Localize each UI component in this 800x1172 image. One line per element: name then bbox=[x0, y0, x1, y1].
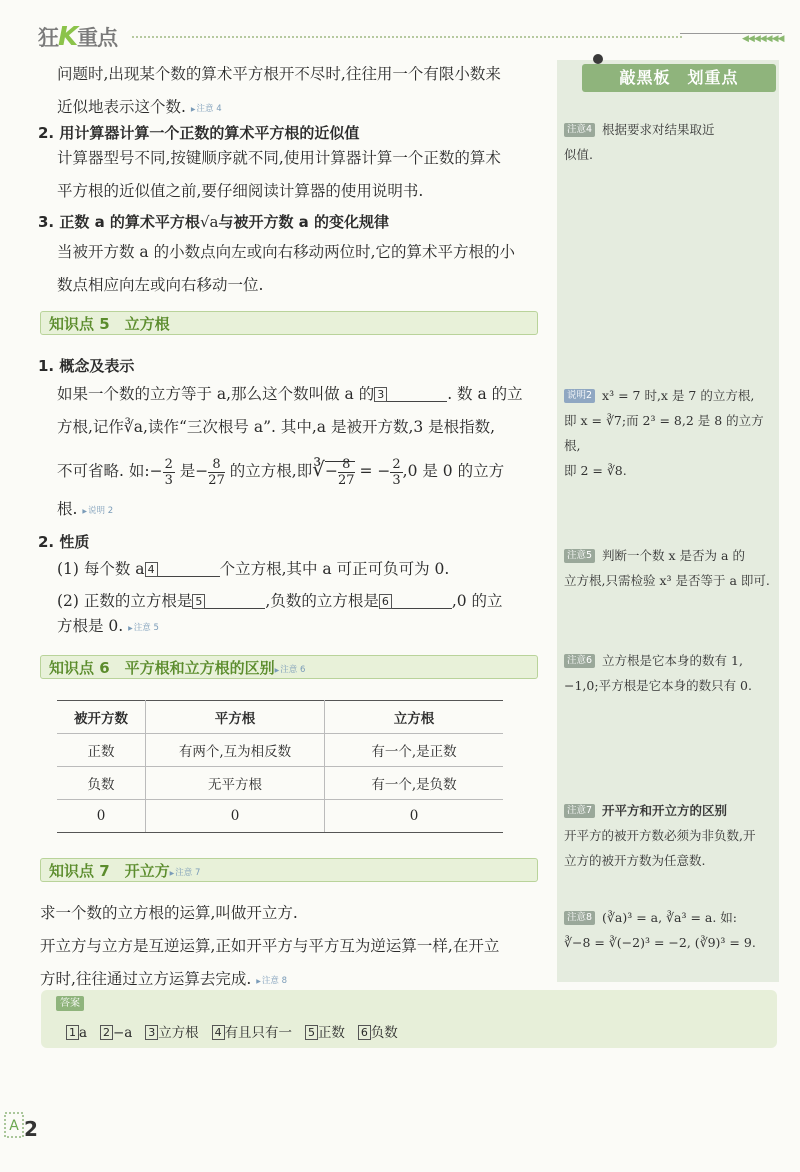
table-header: 立方根 bbox=[325, 701, 504, 734]
table-header-row bbox=[57, 701, 503, 734]
ref-note-7[interactable]: ▶ 注意 7 bbox=[170, 868, 201, 878]
table-row: 正数 有两个,互为相反数 有一个,是正数 bbox=[57, 734, 503, 767]
svg-text:A: A bbox=[9, 1118, 19, 1134]
concept-line-3: 不可省略. 如:− $\frac{2}{3}$ 是− $\frac{8}{27}$ 的立方根,即∛− $\frac{8}{27}$ = − $\frac{2}{3}$ ,0 是 0 的立方 bbox=[57, 456, 505, 488]
side-note-7: 注意7 开平方和开立方的区别 开平方的被开方数必须为非负数,开 立方的被开方数为任意数. bbox=[564, 803, 756, 868]
comparison-table bbox=[57, 700, 503, 833]
intro-paragraph: 问题时,出现某个数的算术平方根开不尽时,往往用一个有限小数来 近似地表示这个数. ▶ 注意 4 bbox=[57, 58, 552, 126]
side-note-8: 注意8 (∛a)³ = a, ∛a³ = a. 如: ∛−8 = ∛(−2)³ = −2, (∛9)³ = 9. bbox=[564, 910, 756, 950]
table-row: 负数 无平方根 有一个,是负数 bbox=[57, 767, 503, 800]
side-panel-title: 敲黑板 划重点 bbox=[582, 64, 776, 92]
page-number: 2 bbox=[24, 1117, 38, 1141]
table-header: 被开方数 bbox=[57, 701, 146, 734]
section-3-body: 当被开方数 a 的小数点向左或向右移动两位时,它的算术平方根的小 数点相应向左或向右移动一位. bbox=[57, 243, 516, 294]
concept-title: 1. 概念及表示 bbox=[38, 357, 135, 375]
props-title: 2. 性质 bbox=[38, 533, 90, 551]
side-note-6: 注意6 立方根是它本身的数有 1, −1,0;平方根是它本身的数只有 0. bbox=[564, 653, 752, 693]
section-3-title: 3. 正数 a 的算术平方根√a与被开方数 a 的变化规律 bbox=[38, 213, 390, 231]
table-row: 0 0 0 bbox=[57, 800, 503, 833]
props-line-2: (2) 正数的立方根是 5 ,负数的立方根是 6 ,0 的立 bbox=[57, 592, 503, 610]
side-note-5: 注意5 判断一个数 x 是否为 a 的 立方根,只需检验 x³ 是否等于 a 即可. bbox=[564, 548, 770, 588]
side-note-4: 注意4 根据要求对结果取近 似值. bbox=[564, 122, 715, 162]
page-badge-icon bbox=[4, 1112, 24, 1138]
ref-explain-2[interactable]: ▶ 说明 2 bbox=[82, 506, 113, 516]
ref-note-6[interactable]: ▶ 注意 6 bbox=[275, 665, 306, 675]
concept-line-4: 根. ▶ 说明 2 bbox=[57, 493, 113, 528]
section-2-title: 2. 用计算器计算一个正数的算术平方根的近似值 bbox=[38, 124, 360, 142]
note-tag: 注意4 bbox=[564, 123, 595, 137]
ref-note-4[interactable]: ▶ 注意 4 bbox=[191, 104, 222, 114]
k7-body: 求一个数的立方根的运算,叫做开立方. 开立方与立方是互逆运算,正如开平方与平方互为逆运算一样,在开立 方时,往往通过立方运算去完成. ▶ 注意 8 bbox=[40, 897, 550, 998]
knowledge-point-7-bar: 知识点 7 开立方▶ 注意 7 bbox=[40, 858, 538, 882]
ref-note-5[interactable]: ▶ 注意 5 bbox=[128, 623, 159, 633]
brand-logo: 狂K重点 bbox=[38, 22, 118, 52]
answer-label: 答案 bbox=[56, 996, 84, 1011]
props-line-1: (1) 每个数 a 4 个立方根,其中 a 可正可负可为 0. bbox=[57, 560, 450, 578]
side-explain-2: 说明2 x³ = 7 时,x 是 7 的立方根, 即 x = ∛7;而 2³ = 8,2 是 8 的立方根, 即 2 = ∛8. bbox=[564, 388, 764, 478]
concept-line-1: 如果一个数的立方等于 a,那么这个数叫做 a 的 3 . 数 a 的立 bbox=[57, 385, 523, 403]
section-2-body: 计算器型号不同,按键顺序就不同,使用计算器计算一个正数的算术 平方根的近似值之前,要仔细阅读计算器的使用说明书. bbox=[57, 149, 501, 200]
props-line-3: 方根是 0. ▶ 注意 5 bbox=[57, 610, 159, 645]
header-dotted-rule bbox=[132, 36, 682, 38]
concept-line-2: 方根,记作∛a,读作“三次根号 a”. 其中,a 是被开方数,3 是根指数, bbox=[57, 418, 496, 436]
answer-list: 1 a 2 −a 3 立方根 4 有且只有一 5 正数 6 负数 bbox=[66, 1021, 398, 1041]
header-arrows-icon: ◀◀◀◀◀◀◀ bbox=[742, 34, 784, 44]
knowledge-point-5-bar: 知识点 5 立方根 bbox=[40, 311, 538, 335]
ref-note-8[interactable]: ▶ 注意 8 bbox=[256, 976, 287, 986]
table-header: 平方根 bbox=[146, 701, 325, 734]
knowledge-point-6-bar: 知识点 6 平方根和立方根的区别▶ 注意 6 bbox=[40, 655, 538, 679]
